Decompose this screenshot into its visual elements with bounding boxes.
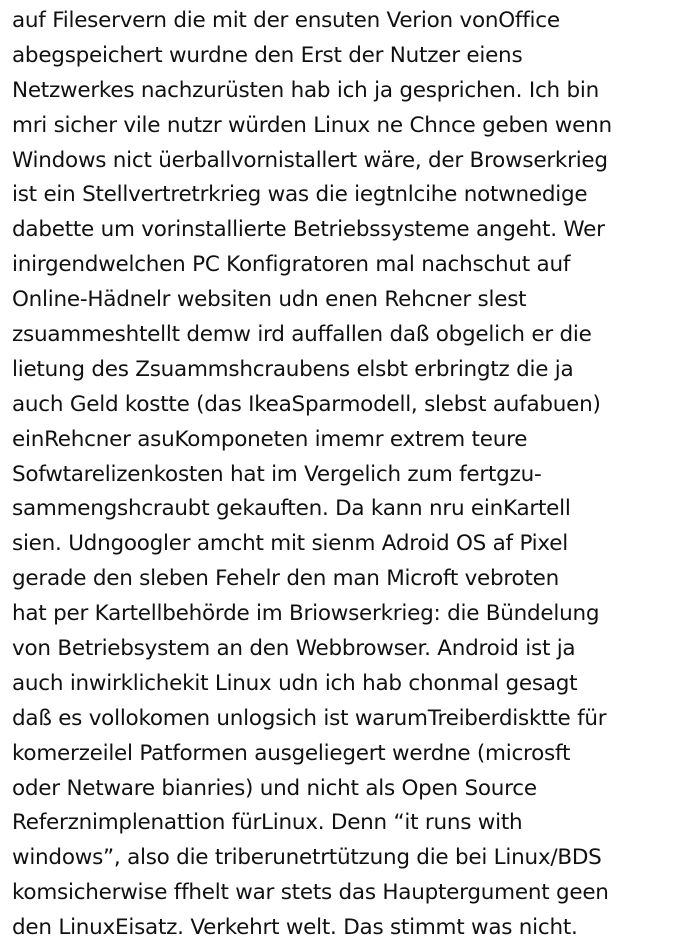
text-line: windows”, also die triberunetrtützung die bei Linux/BDS bbox=[12, 845, 602, 871]
text-line: Windows nict üerballvornistallert wäre, der Browserkrieg bbox=[12, 147, 608, 173]
text-line: oder Netware bianries) und nicht als Open Source bbox=[12, 775, 537, 801]
text-line: mri sicher vile nutzr würden Linux ne Chnce geben wenn bbox=[12, 112, 612, 138]
text-line: komerzeilel Patformen ausgeliegert werdne (microsft bbox=[12, 740, 571, 766]
text-line: gerade den sleben Fehelr den man Microft vebroten bbox=[12, 566, 559, 592]
text-line: auch Geld kostte (das IkeaSparmodell, slebst aufabuen) bbox=[12, 391, 601, 417]
text-line: auf Fileservern die mit der ensuten Verion vonOffice bbox=[12, 8, 560, 33]
text-line: den LinuxEisatz. Verkehrt welt. Das stimmt was nicht. bbox=[12, 915, 578, 941]
text-line: dabette um vorinstallierte Betriebssysteme angeht. Wer bbox=[12, 217, 605, 243]
text-line: zsuammeshtellt demw ird auffallen daß obgelich er die bbox=[12, 322, 592, 348]
text-line: daß es vollokomen unlogsich ist warumTreiberdisktte für bbox=[12, 705, 607, 731]
text-line: Sofwtarelizenkosten hat im Vergelich zum fertgzu- bbox=[12, 461, 542, 487]
text-line: sien. Udngoogler amcht mit sienm Adroid OS af Pixel bbox=[12, 531, 568, 557]
text-line: hat per Kartellbehörde im Briowserkrieg: die Bündelung bbox=[12, 601, 600, 627]
body-text bbox=[12, 4, 684, 946]
text-line: auch inwirklichekit Linux udn ich hab chonmal gesagt bbox=[12, 670, 578, 696]
text-line: einRehcner asuKomponeten imemr extrem teure bbox=[12, 426, 528, 452]
text-line: abegspeichert wurdne den Erst der Nutzer eiens bbox=[12, 42, 523, 68]
text-line: Referznimplenattion fürLinux. Denn “it runs with bbox=[12, 810, 523, 836]
text-line: ist ein Stellvertretrkrieg was die iegtnlcihe notwnedige bbox=[12, 182, 588, 208]
text-line: komsicherwise ffhelt war stets das Hauptergument geen bbox=[12, 880, 609, 906]
text-line: inirgendwelchen PC Konfigratoren mal nachschut auf bbox=[12, 252, 571, 278]
text-line: sammengshcraubt gekauften. Da kann nru einKartell bbox=[12, 496, 571, 522]
text-line: von Betriebsystem an den Webbrowser. Android ist ja bbox=[12, 636, 576, 662]
text-line: Netzwerkes nachzurüsten hab ich ja gesprichen. Ich bin bbox=[12, 77, 599, 103]
text-line: lietung des Zsuammshcraubens elsbt erbringtz die ja bbox=[12, 356, 574, 382]
text-line: Online-Hädnelr websiten udn enen Rehcner slest bbox=[12, 287, 527, 313]
